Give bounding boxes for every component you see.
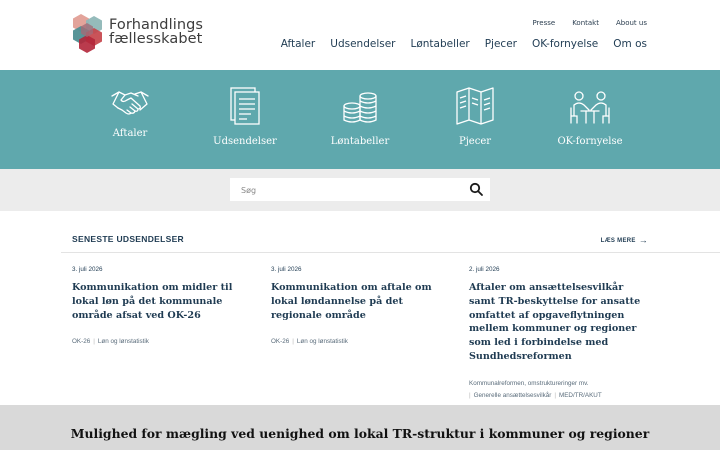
tile-label-ok-fornyelse: OK-fornyelse [557,136,623,147]
brand-name-line1: Forhandlings [109,17,204,33]
article-title-link[interactable]: Kommunikation om aftale om lokal løndannelse på det regionale område [271,282,432,321]
tag-separator: | [554,391,556,399]
article-tags [72,336,252,348]
article-tags [469,378,649,402]
nav-link-aftaler[interactable]: Aftaler [280,38,316,50]
nav-link-pjecer[interactable]: Pjecer [484,38,517,50]
tag[interactable]: Kommunalreformen, omstruktureringer mv. [469,379,589,387]
tile-label-aftaler: Aftaler [112,128,148,139]
article-title-link[interactable]: Kommunikation om midler til lokal løn på det kommunale område afsat ved OK-26 [72,282,233,321]
site-logo[interactable] [72,14,212,58]
util-link-about-us[interactable]: About us [615,19,647,27]
logo-mark-icon [72,14,106,54]
coin-stacks-icon [340,86,380,126]
tag-separator: | [93,338,95,346]
article-title-link[interactable]: Aftaler om ansættelsesvilkår samt TR-beskyttelse for ansatte omfattet af opgaveflytningen mellem kommuner og regioner som led i forbindelse med Sundhedsreformen [469,282,641,362]
quick-links-band [0,70,720,169]
section-heading: SENESTE UDSENDELSER [72,234,184,244]
tile-label-udsendelser: Udsendelser [213,136,277,147]
tile-aftaler[interactable] [80,86,180,139]
brochure-icon [455,86,495,126]
tile-udsendelser[interactable] [195,86,295,147]
tag[interactable]: OK-26 [72,338,91,346]
banner-title: Mulighed for mægling ved uenighed om lokal TR-struktur i kommuner og regioner [70,426,650,441]
handshake-icon [110,86,150,118]
search-icon[interactable] [469,182,484,197]
tag[interactable]: MED/TR/AKUT [558,391,602,399]
featured-banner[interactable] [0,405,720,450]
article-date: 3. juli 2026 [271,266,302,273]
article-card [271,266,451,348]
nav-link-om-os[interactable]: Om os [613,38,647,50]
tag-separator: | [469,391,471,399]
article-tags [271,336,451,348]
article-date: 2. juli 2026 [469,266,500,273]
tag[interactable]: Løn og lønstatistik [97,338,149,346]
tag[interactable]: OK-26 [271,338,290,346]
search-band [0,169,720,211]
article-date: 3. juli 2026 [72,266,103,273]
tag[interactable]: Generelle ansættelsesvilkår [473,391,552,399]
arrow-right-icon: → [638,235,648,245]
tile-label-lontabeller: Løntabeller [330,136,390,147]
brand-name-line2: fællesskabet [109,31,203,47]
nav-link-ok-fornyelse[interactable]: OK-fornyelse [531,38,599,50]
tag-separator: | [292,338,294,346]
site-header [0,0,720,70]
search-input[interactable] [230,179,450,202]
article-card [469,266,649,402]
nav-link-udsendelser[interactable]: Udsendelser [330,38,396,50]
tile-pjecer[interactable] [425,86,525,147]
utility-nav [515,19,647,27]
brand-name [109,18,203,46]
negotiation-table-icon [569,86,611,126]
divider [61,252,720,253]
tag[interactable]: Løn og lønstatistik [296,338,348,346]
util-link-presse[interactable]: Presse [532,19,556,27]
main-nav [266,38,647,50]
read-more-link[interactable] [601,235,648,245]
tile-lontabeller[interactable] [310,86,410,147]
tile-ok-fornyelse[interactable] [540,86,640,147]
article-card [72,266,252,348]
tile-label-pjecer: Pjecer [458,136,492,147]
search-box [230,178,490,201]
read-more-label: LÆS MERE [600,238,636,244]
nav-link-lontabeller[interactable]: Løntabeller [410,38,470,50]
documents-icon [225,86,265,126]
util-link-kontakt[interactable]: Kontakt [572,19,599,27]
